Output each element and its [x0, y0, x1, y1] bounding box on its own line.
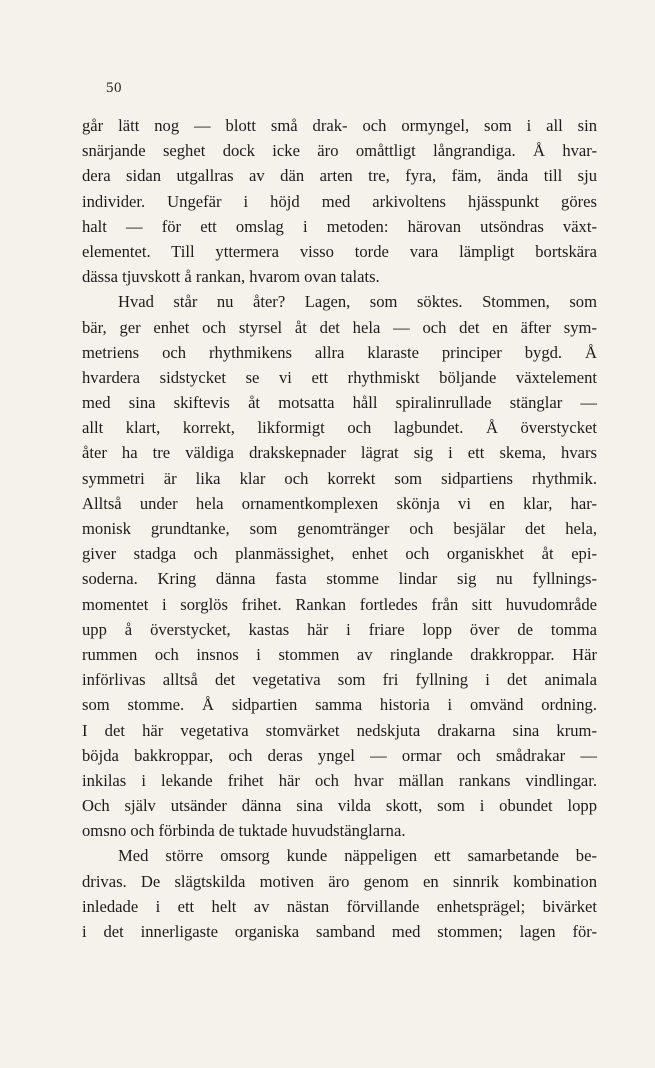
- page-number: 50: [106, 80, 122, 96]
- text-line-3: dera sidan utgallras av dän arten tre, fyra, fäm, ända till sju: [82, 166, 597, 186]
- text-line-18: giver stadga och planmässighet, enhet och organiskhet åt epi-: [82, 544, 597, 564]
- text-line-26: böjda bakkroppar, och deras yngel — ormar och smådrakar —: [82, 745, 597, 765]
- text-line-13: allt klart, korrekt, likformigt och lagbundet. Å överstycket: [82, 418, 597, 438]
- text-line-28: Och själv utsänder dänna sina vilda skott, som i obundet lopp: [82, 796, 597, 816]
- text-line-33: i det innerligaste organiska samband med stommen; lagen för-: [82, 922, 597, 941]
- text-line-12: med sina skiftevis åt motsatta håll spiralinrullade stänglar —: [82, 393, 597, 413]
- text-line-2: snärjande seghet dock icke äro omåttligt långrandiga. Å hvar-: [82, 141, 597, 161]
- text-line-30: Med större omsorg kunde näppeligen ett samarbetande be-: [118, 846, 597, 866]
- text-line-8: Hvad står nu åter? Lagen, som söktes. Stommen, som: [118, 292, 597, 312]
- text-line-7: dässa tjuvskott å rankan, hvarom ovan talats.: [82, 267, 380, 287]
- text-line-19: soderna. Kring dänna fasta stomme lindar sig nu fyllnings-: [82, 569, 597, 589]
- body-text: [82, 113, 597, 944]
- text-line-10: metriens och rhythmikens allra klaraste principer bygd. Å: [82, 342, 597, 362]
- text-line-32: inledade i ett helt av nästan förvillande enhetsprägel; bivärket: [82, 896, 597, 916]
- text-line-11: hvardera sidstycket se vi ett rhythmiskt böljande växtelement: [82, 367, 597, 387]
- text-line-1: går lätt nog — blott små drak- och ormyngel, som i all sin: [82, 116, 597, 135]
- text-line-9: bär, ger enhet och styrsel åt det hela — och det en äfter sym-: [82, 317, 597, 337]
- text-line-23: införlivas alltså det vegetativa som fri fyllning i det animala: [82, 670, 597, 690]
- text-line-4: individer. Ungefär i höjd med arkivoltens hjässpunkt göres: [82, 191, 597, 211]
- text-line-20: momentet i sorglös frihet. Rankan fortledes från sitt huvudområde: [82, 594, 597, 614]
- text-line-5: halt — för ett omslag i metoden: härovan utsöndras växt-: [82, 216, 597, 236]
- text-line-6: elementet. Till yttermera visso torde vara lämpligt bortskära: [82, 241, 597, 261]
- text-line-22: rummen och insnos i stommen av ringlande drakkroppar. Här: [82, 644, 597, 664]
- text-line-15: symmetri är lika klar och korrekt som sidpartiens rhythmik.: [82, 468, 597, 488]
- text-line-29: omsno och förbinda de tuktade huvudstänglarna.: [82, 821, 406, 841]
- text-line-31: drivas. De slägtskilda motiven äro genom en sinnrik kombination: [82, 871, 597, 891]
- text-line-25: I det här vegetativa stomvärket nedskjuta drakarna sina krum-: [82, 720, 597, 740]
- text-line-24: som stomme. Å sidpartien samma historia i omvänd ordning.: [82, 695, 597, 715]
- text-line-14: åter ha tre väldiga drakskepnader lägrat sig i ett skema, hvars: [82, 443, 597, 463]
- text-line-16: Alltså under hela ornamentkomplexen skönja vi en klar, har-: [82, 493, 597, 513]
- text-line-21: upp å överstycket, kastas här i friare lopp över de tomma: [82, 619, 597, 639]
- text-line-27: inkilas i lekande frihet här och hvar mällan rankans vindlingar.: [82, 770, 597, 790]
- text-line-17: monisk grundtanke, som genomtränger och besjälar det hela,: [82, 519, 597, 538]
